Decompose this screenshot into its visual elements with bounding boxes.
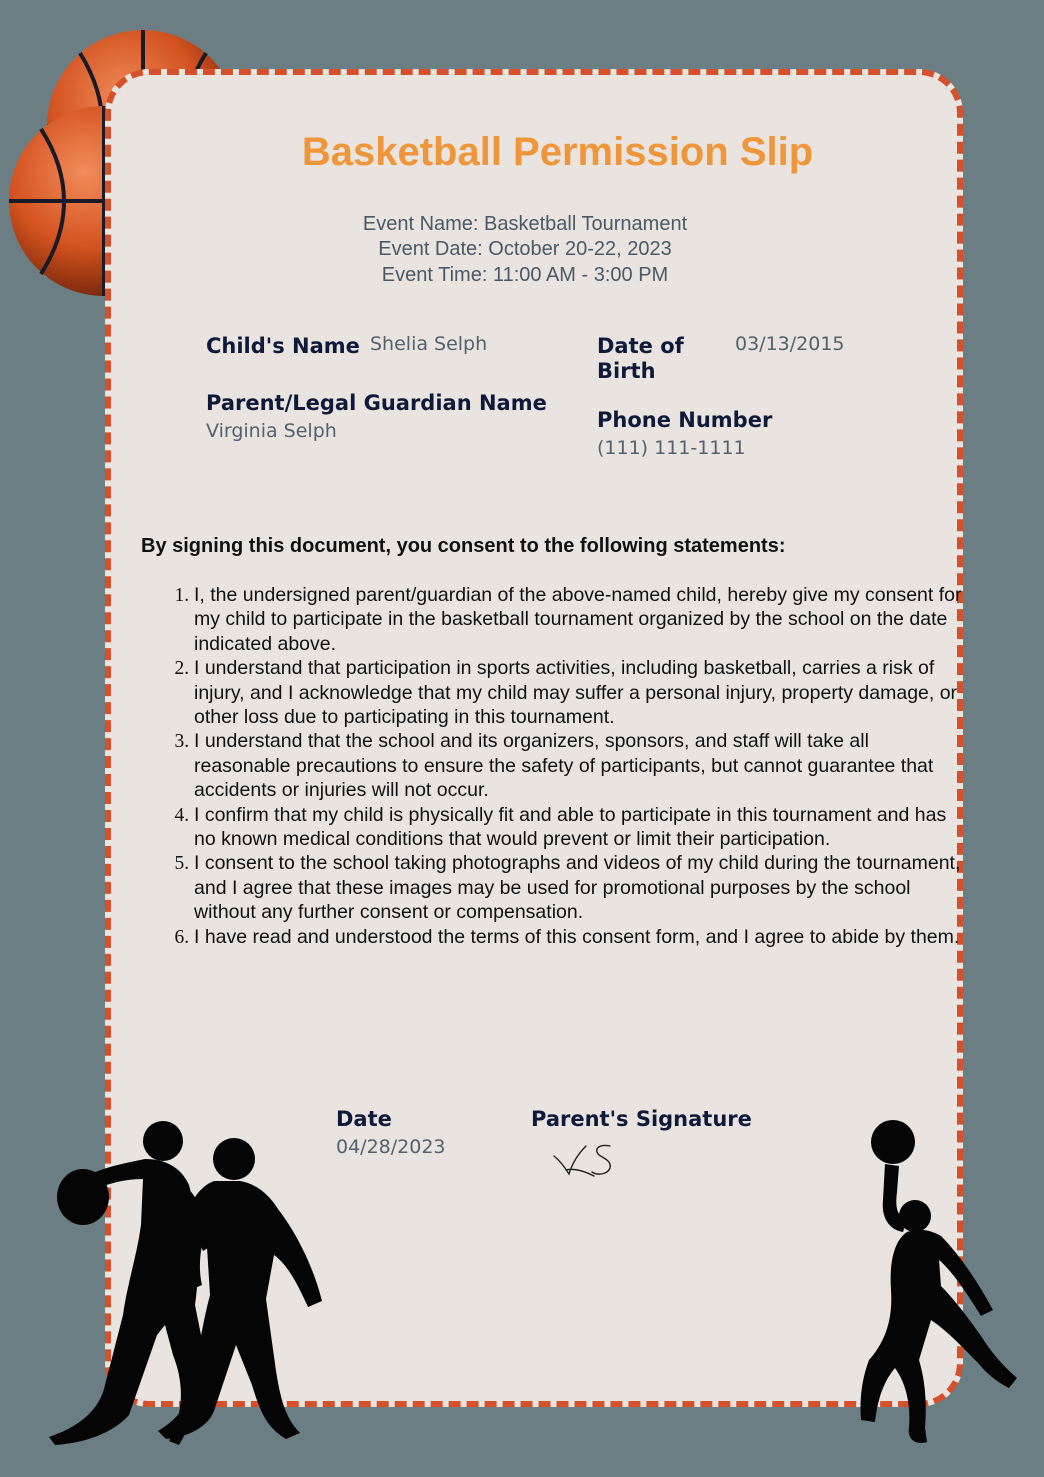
guardian-label: Parent/Legal Guardian Name: [206, 391, 547, 415]
consent-heading: By signing this document, you consent to the following statements:: [141, 535, 786, 557]
player-silhouette-icon: [148, 1135, 338, 1445]
statement-item: 1. I, the undersigned parent/guardian of the above-named child, hereby give my consent for my child to participate in the basketball tournament organized by the school on the date indicated above.: [194, 583, 964, 656]
event-date: Event Date: October 20-22, 2023: [378, 238, 672, 260]
child-name-value: Shelia Selph: [370, 333, 488, 355]
page-title: Basketball Permission Slip: [301, 130, 814, 174]
statement-item: 3. I understand that the school and its organizers, sponsors, and staff will take all reasonable precautions to ensure the safety of participants, but cannot guarantee that accidents or injuries will not occur.: [194, 729, 964, 802]
child-name-label: Child's Name: [206, 334, 360, 358]
guardian-value: Virginia Selph: [206, 420, 337, 442]
statement-item: 4. I confirm that my child is physically fit and able to participate in this tournament and has no known medical conditions that would prevent or limit their participation.: [194, 803, 964, 852]
date-value: 04/28/2023: [336, 1136, 446, 1158]
phone-label: Phone Number: [597, 408, 773, 432]
signature-label: Parent's Signature: [531, 1107, 752, 1131]
dob-label: Date of Birth: [597, 334, 684, 383]
statement-item: 5. I consent to the school taking photographs and videos of my child during the tournament, and I agree that these images may be used for promotional purposes by the school without any further consent or compensation.: [194, 851, 964, 924]
signature-image: [550, 1138, 622, 1180]
event-name: Event Name: Basketball Tournament: [362, 213, 688, 235]
event-time: Event Time: 11:00 AM - 3:00 PM: [381, 264, 669, 286]
player-dunk-silhouette-icon: [855, 1120, 1020, 1450]
statement-item: 2. I understand that participation in sports activities, including basketball, carries a risk of injury, and I acknowledge that my child may suffer a personal injury, property damage, or other loss due to participating in this tournament.: [194, 656, 964, 729]
dob-value: 03/13/2015: [735, 333, 845, 355]
phone-value: (111) 111-1111: [597, 437, 746, 459]
date-label: Date: [336, 1107, 392, 1131]
statement-item: 6. I have read and understood the terms of this consent form, and I agree to abide by them.: [194, 925, 964, 949]
consent-statements: [148, 583, 964, 949]
